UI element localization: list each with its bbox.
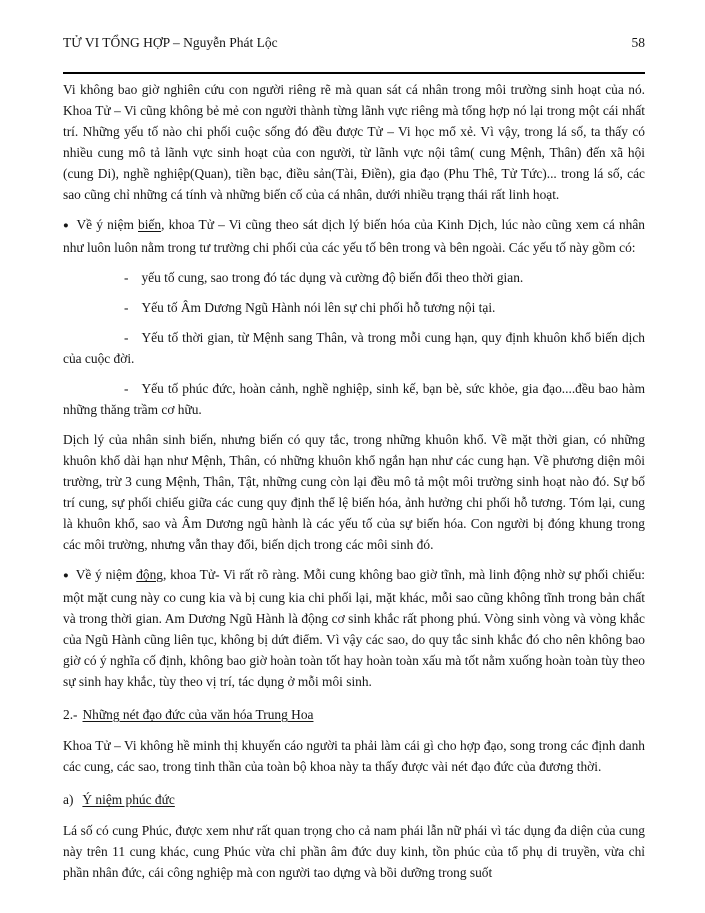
page-body — [63, 79, 645, 883]
page-header — [63, 34, 645, 51]
section-heading — [63, 704, 645, 725]
paragraph-text: Lá số có cung Phúc, được xem như rất quan trọng cho cả nam phái lẫn nữ phái vì tác dụng đa diện của cung này trên 11 cung khác, cung Phúc vừa chỉ phần âm đức duy kinh, tồn phúc của tổ phụ di truyền, vừa chỉ phần nhân đức, cái công nghiệp mà con người tao dựng và bồi dưỡng trong suốt — [63, 823, 645, 880]
paragraph-la-so — [63, 820, 645, 883]
dash-icon: - — [124, 330, 129, 345]
paragraph-text: Về ý niệm — [76, 217, 139, 232]
paragraph-text: Vi không bao giờ nghiên cứu con người riêng rẽ mà quan sát cá nhân trong môi trường sinh hoạt của nó. Khoa Tử – Vi cũng không bẻ mẻ con người thành từng lãnh vực riêng mà tổng hợp nó lại trong một cái nhất trí. Những yếu tố nào chi phối cuộc sống đó đều được Tử – Vi học mổ xẻ. Vì vậy, trong lá số, ta thấy có nhiều cung mô tả lãnh vực sinh hoạt của con người, từ lãnh vực nội tâm( cung Mệnh, Thân) đến xã hội (cung Di), nghề nghiệp(Quan), tiền bạc, điều sản(Tài, Điền), gia đạo (Phu Thê, Tử Tức)... trong lá số, các sao cũng chỉ những cá tính và những biến cố của cá nhân, dưới nhiều trạng thái rất linh hoạt. — [63, 82, 645, 202]
dash-icon: - — [124, 300, 129, 315]
underlined-term: động — [136, 567, 163, 582]
paragraph-text: Khoa Tử – Vi không hề minh thị khuyến cáo người ta phải làm cái gì cho hợp đạo, song trong các định danh các cung, các sao, trong tinh thần của toàn bộ khoa này ta thấy được vài nét đạo đức của đương thời. — [63, 738, 645, 774]
dash-icon: - — [124, 381, 129, 396]
dash-icon: - — [124, 270, 129, 285]
section-number: 2.- — [63, 707, 78, 722]
paragraph-text: Về ý niệm — [75, 567, 137, 582]
book-title: TỬ VI TỔNG HỢP – Nguyễn Phát Lộc — [63, 35, 278, 50]
list-item — [63, 327, 645, 369]
paragraph-intro — [63, 79, 645, 205]
paragraph-text: , khoa Tử- Vi rất rõ ràng. Mỗi cung không bao giờ tĩnh, mà linh động nhờ sự phối chiếu: một mặt cung này co cung kia và bị cung kia chi phối lại, mặt khác, mỗi sao cũng không tĩnh trong bản chất và trong thời gian. Am Dương Ngũ Hành là động cơ sinh khắc rất phong phú. Vòng sinh vòng và vòng khắc của Ngũ Hành cũng liên tục, không bị dứt điểm. Vì vậy các sao, do quy tắc sinh khắc đó cho nên không bao giờ có ý nghĩa cố định, không bao giờ hoàn toàn tốt hay hoàn toàn xấu mà tốt nằm xuống hoàn toàn tùy theo sự sinh hay khắc, tùy theo vị trí, tác dụng ở mỗi môi sinh. — [63, 567, 645, 689]
page-number: 58 — [631, 35, 645, 50]
header-divider-rule — [63, 72, 645, 74]
list-item-text: Yếu tố Âm Dương Ngũ Hành nói lên sự chi phối hỗ tương nội tại. — [141, 300, 496, 315]
list-item — [63, 267, 645, 288]
subsection-title: Ý niệm phúc đức — [82, 792, 175, 807]
paragraph-khoa-tu-vi — [63, 735, 645, 777]
bullet-icon: ● — [63, 221, 70, 231]
paragraph-bullet-dong — [63, 564, 645, 692]
paragraph-text: , khoa Tử – Vi cũng theo sát dịch lý biến hóa của Kinh Dịch, lúc nào cũng xem cá nhân như luôn luôn nằm trong tư trường chi phối của các yếu tố bên trong và bên ngoài. Các yếu tố này gồm có: — [63, 217, 645, 255]
list-item — [63, 378, 645, 420]
paragraph-text: Dịch lý của nhân sinh biến, nhưng biến có quy tắc, trong những khuôn khổ. Về mặt thời gian, có những khuôn khổ dài hạn như Mệnh, Thân, có những khuôn khổ ngắn hạn như các cung hạn. Về phương diện môi trường, trừ 3 cung Mệnh, Thân, Tật, những cung còn lại đều mô tả một môi trường sinh hoạt nào đó. Sự bố trí cung, sự phối chiếu giữa các cung quy định thể lệ biến hóa, ảnh hưởng chi phối hỗ tương. Tóm lại, cung là khuôn khổ, sao và Âm Dương ngũ hành là các yếu tố của sự biến hóa. Con người bị đóng khung trong các môi trường, nhưng vẫn thay đổi, biến dịch trong các môi sinh đó. — [63, 432, 645, 552]
paragraph-dich-ly — [63, 429, 645, 555]
list-item-text: yếu tố cung, sao trong đó tác dụng và cường độ biến đổi theo thời gian. — [141, 270, 524, 285]
list-item-text: Yếu tố phúc đức, hoàn cảnh, nghề nghiệp, sinh kế, bạn bè, sức khỏe, gia đạo....đều bao hàm những thăng trầm cơ hữu. — [63, 381, 645, 417]
subsection-letter: a) — [63, 792, 74, 807]
subsection-heading — [63, 789, 645, 810]
paragraph-bullet-bien — [63, 214, 645, 258]
list-item-text: Yếu tố thời gian, từ Mệnh sang Thân, và trong mỗi cung hạn, quy định khuôn khổ biến dịch của cuộc đời. — [63, 330, 645, 366]
list-item — [63, 297, 645, 318]
underlined-term: biến — [138, 217, 162, 232]
bullet-icon: ● — [63, 571, 70, 581]
section-title: Những nét đạo đức của văn hóa Trung Hoa — [82, 707, 314, 722]
